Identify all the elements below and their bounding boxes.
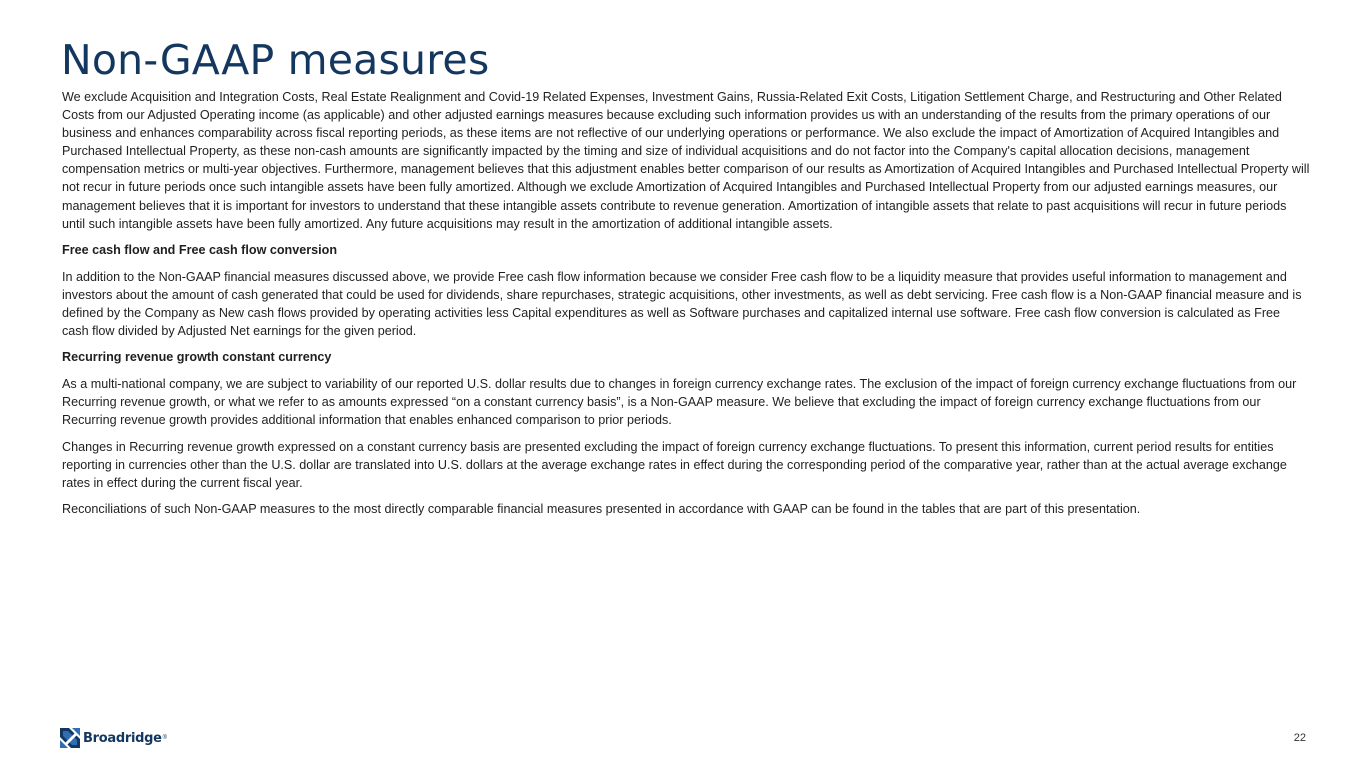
section-heading-recurring-revenue: Recurring revenue growth constant currency xyxy=(62,350,332,365)
constant-currency-paragraph: Changes in Recurring revenue growth expressed on a constant currency basis are presented excluding the impact of foreign currency exchange fluctuations. To present this information, current period results for entities reporting in currencies other than the U.S. dollar are translated into U.S. dollars at the average exchange rates in effect during the corresponding period of the comparative year, rather than at the actual average exchange rates in effect during the current fiscal year. xyxy=(62,439,1287,490)
registered-mark: ® xyxy=(162,735,168,741)
reconciliation-paragraph: Reconciliations of such Non-GAAP measures to the most directly comparable financial measures presented in accordance with GAAP can be found in the tables that are part of this presentation. xyxy=(62,502,1141,517)
page-number: 22 xyxy=(1293,732,1306,744)
recurring-revenue-paragraph: As a multi-national company, we are subject to variability of our reported U.S. dollar results due to changes in foreign currency exchange rates. The exclusion of the impact of foreign currency exchange fluctuations from our Recurring revenue growth, or what we refer to as amounts expressed “on a constant currency basis”, is a Non-GAAP measure. We believe that excluding the impact of foreign currency exchange fluctuations from our Recurring revenue growth provides additional information that enables enhanced comparison to prior periods. xyxy=(62,376,1297,428)
broadridge-logo-text: Broadridge xyxy=(83,730,162,746)
page-title: Non-GAAP measures xyxy=(61,36,490,84)
free-cash-flow-paragraph: In addition to the Non-GAAP financial measures discussed above, we provide Free cash flow information because we consider Free cash flow to be a liquidity measure that provides useful information to management and investors about the amount of cash generated that could be used for dividends, share repurchases, strategic acquisitions, other investments, as well as debt servicing. Free cash flow is a Non-GAAP financial measure and is defined by the Company as New cash flows provided by operating activities less Capital expenditures as well as Software purchases and capitalized internal use software. Free cash flow conversion is calculated as Free cash flow divided by Adjusted Net earnings for the given period. xyxy=(62,269,1302,338)
broadridge-logo xyxy=(60,727,167,749)
intro-paragraph: We exclude Acquisition and Integration Costs, Real Estate Realignment and Covid-19 Related Expenses, Investment Gains, Russia-Related Exit Costs, Litigation Settlement Charge, and Restructuring and Other Related Costs from our Adjusted Operating income (as applicable) and other adjusted earnings measures because excluding such information provides us with an understanding of the results from the primary operations of our business and enhances comparability across fiscal reporting periods, as these items are not reflective of our underlying operations or performance. We also exclude the impact of Amortization of Acquired Intangibles and Purchased Intellectual Property, as these non-cash amounts are significantly impacted by the timing and size of individual acquisitions and do not factor into the Company's capital allocation decisions, management compensation metrics or multi-year objectives. Furthermore, management believes that this adjustment enables better comparison of our results as Amortization of Acquired Intangibles and Purchased Intellectual Property will not recur in future periods once such intangible assets have been fully amortized. Although we exclude Amortization of Acquired Intangibles and Purchased Intellectual Property from our adjusted earnings measures, our management believes that it is important for investors to understand that these intangible assets contribute to revenue generation. Amortization of intangible assets that relate to past acquisitions will recur in future periods until such intangible assets have been fully amortized. Any future acquisitions may result in the amortization of additional intangible assets. xyxy=(62,90,1310,231)
section-heading-free-cash-flow: Free cash flow and Free cash flow conversion xyxy=(62,243,338,258)
broadridge-logo-icon xyxy=(60,728,80,748)
body-content xyxy=(62,88,1310,527)
